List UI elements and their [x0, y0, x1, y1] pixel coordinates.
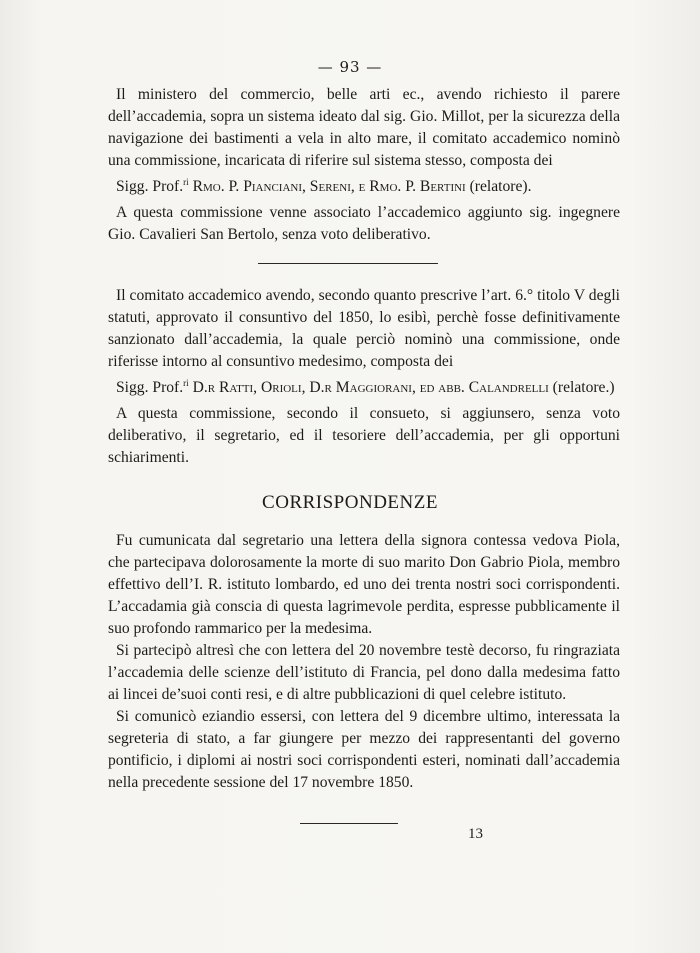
- members-suffix: (relatore.): [548, 379, 615, 396]
- members-names: Rmo. P. Pianciani, Sereni, e Rmo. P. Bertini: [192, 178, 466, 195]
- footer-divider: [300, 823, 398, 824]
- paragraph-text: Si partecipò altresì che con lettera del 20 novembre testè decorso, fu ringraziata l’accademia delle scienze dell’istituto di Francia, pel dono dalla medesima fatto ai lincei de’suoi conti resi, e di altre pubblicazioni di quel celebre istituto.: [108, 642, 620, 703]
- commission-members-2: [108, 377, 620, 399]
- members-prefix: Sigg. Prof.: [116, 178, 184, 195]
- signature-mark: 13: [468, 826, 483, 842]
- members-prefix: Sigg. Prof.: [116, 379, 184, 396]
- members-names: D.r Ratti, Orioli, D.r Maggiorani, ed abb. Calandrelli: [192, 379, 549, 396]
- paragraph-ministero: [108, 84, 620, 246]
- paragraph-text: A questa commissione, secondo il consueto, si aggiunsero, senza voto deliberativo, il segretario, ed il tesoriere dell’accademia, per gli opportuni schiarimenti.: [108, 405, 620, 466]
- paragraph-text: Fu cumunicata dal segretario una lettera della signora contessa vedova Piola, che partecipava dolorosamente la morte di suo marito Don Gabrio Piola, membro effettivo dell’I. R. istituto lombardo, ed uno dei trenta nostri soci corrispondenti. L’accadamia già conscia di questa lagrimevole perdita, espresse pubblicamente il suo profondo rammarico per la medesima.: [108, 532, 620, 637]
- paragraph-text: Il ministero del commercio, belle arti ec., avendo richiesto il parere dell’accademia, sopra un sistema ideato dal sig. Gio. Millot, per la sicurezza della navigazione dei bastimenti a vela in alto mare, il comitato accademico nominò una commissione, incaricata di riferire sul sistema stesso, composta dei: [108, 86, 620, 169]
- paragraph-corrispondenze: [108, 530, 620, 794]
- members-suffix: (relatore).: [465, 178, 532, 195]
- paragraph-text: A questa commissione venne associato l’accademico aggiunto sig. ingegnere Gio. Cavalieri San Bertolo, senza voto deliberativo.: [108, 204, 620, 243]
- members-sup: ri: [183, 377, 189, 388]
- section-divider: [258, 263, 438, 264]
- commission-members-1: [108, 176, 620, 198]
- paragraph-text: Il comitato accademico avendo, secondo quanto prescrive l’art. 6.° titolo V degli statuti, approvato il consuntivo del 1850, lo esibì, perchè fosse definitivamente sanzionato dall’accademia, la quale perciò nominò una commissione, onde riferisse intorno al consuntivo medesimo, composta dei: [108, 287, 620, 370]
- page-number: — 93 —: [317, 58, 383, 76]
- paragraph-consuntivo: [108, 285, 620, 469]
- members-sup: ri: [183, 176, 189, 187]
- section-title: CORRISPONDENZE: [262, 492, 438, 513]
- paragraph-text: Si comunicò eziandio essersi, con lettera del 9 dicembre ultimo, interessata la segreteria di stato, a far giungere per mezzo dei rappresentanti del governo pontificio, i diplomi ai nostri soci corrispondenti esteri, nominati dall’accademia nella precedente sessione del 17 novembre 1850.: [108, 708, 620, 791]
